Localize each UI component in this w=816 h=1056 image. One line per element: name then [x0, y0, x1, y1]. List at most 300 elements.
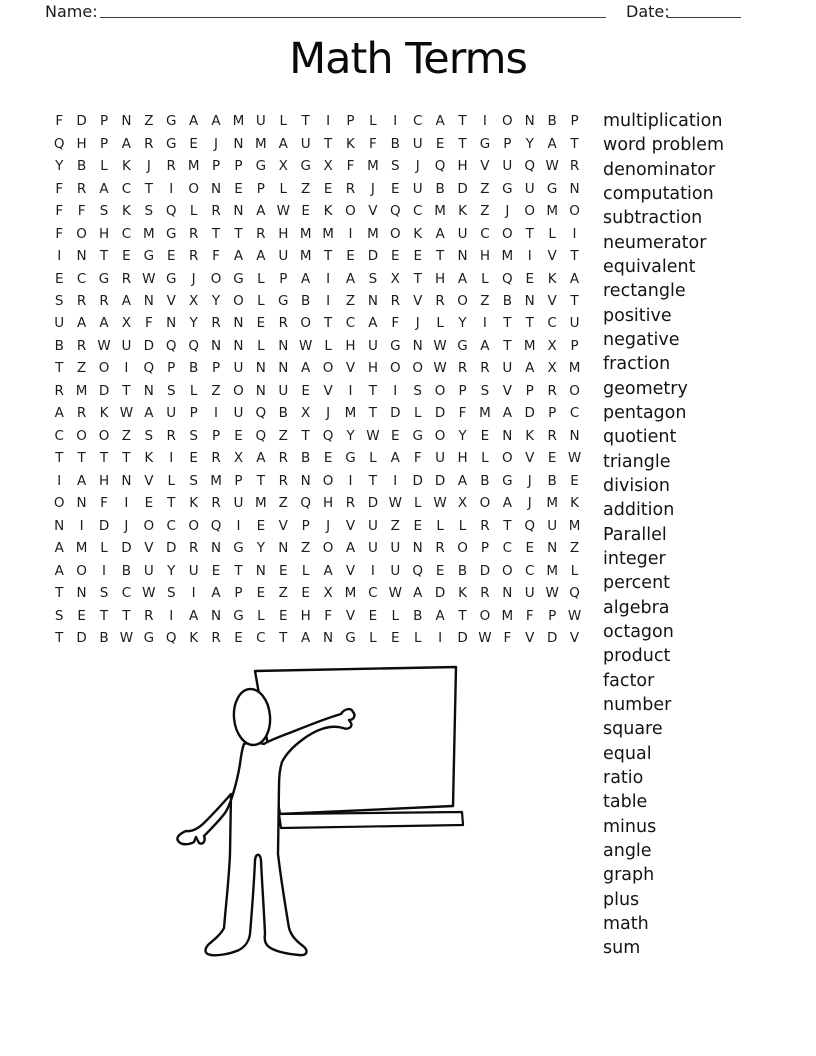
- word-list-item: ratio: [603, 767, 644, 788]
- grid-letter-r9c20: Z: [480, 292, 490, 309]
- grid-letter-r22c17: A: [413, 585, 423, 602]
- grid-letter-r23c4: T: [122, 607, 131, 624]
- grid-letter-r23c7: A: [189, 607, 199, 624]
- grid-letter-r8c21: Q: [502, 270, 513, 287]
- grid-letter-r22c7: I: [191, 585, 196, 602]
- grid-letter-r8c16: X: [390, 270, 400, 287]
- grid-letter-r7c22: I: [527, 248, 532, 265]
- grid-letter-r21c15: I: [370, 562, 375, 579]
- grid-letter-r15c4: Z: [121, 427, 132, 444]
- grid-letter-r9c4: A: [121, 292, 132, 309]
- grid-letter-r3c18: Q: [434, 158, 446, 175]
- grid-letter-r6c12: M: [299, 225, 312, 242]
- grid-letter-r11c5: D: [143, 337, 155, 354]
- word-list: [603, 109, 724, 960]
- grid-letter-r16c8: R: [211, 450, 221, 467]
- grid-letter-r14c3: K: [99, 405, 109, 422]
- grid-letter-r5c13: K: [323, 203, 333, 220]
- grid-letter-r15c6: R: [166, 427, 176, 444]
- grid-letter-r12c8: P: [211, 360, 221, 377]
- grid-letter-r3c8: P: [211, 158, 221, 175]
- grid-letter-r10c13: T: [323, 315, 333, 332]
- grid-letter-r9c15: N: [367, 292, 378, 309]
- grid-letter-r20c10: Y: [256, 540, 265, 557]
- grid-letter-r4c23: G: [546, 180, 558, 197]
- grid-letter-r23c19: T: [458, 607, 467, 624]
- grid-letter-r10c14: C: [345, 315, 356, 332]
- grid-letter-r5c20: Z: [480, 203, 490, 220]
- grid-letter-r21c12: L: [301, 562, 310, 579]
- grid-letter-r23c20: O: [479, 607, 491, 624]
- grid-letter-r14c4: W: [119, 405, 134, 422]
- grid-letter-r12c21: U: [502, 360, 513, 377]
- grid-letter-r24c1: T: [55, 630, 64, 647]
- grid-letter-r17c1: I: [57, 472, 62, 489]
- grid-letter-r23c12: H: [300, 607, 311, 624]
- grid-letter-r5c3: S: [99, 203, 109, 220]
- grid-letter-r21c23: M: [546, 562, 558, 579]
- grid-letter-r3c19: H: [457, 158, 468, 175]
- grid-letter-r16c7: E: [189, 450, 198, 467]
- word-list-item: square: [603, 719, 663, 740]
- grid-letter-r11c11: N: [278, 337, 289, 354]
- grid-letter-r8c5: W: [142, 270, 156, 287]
- grid-letter-r17c16: I: [393, 472, 398, 489]
- word-list-item: subtraction: [603, 208, 703, 229]
- grid-letter-r3c17: J: [415, 158, 420, 175]
- grid-letter-r21c6: Y: [167, 562, 176, 579]
- grid-letter-r18c15: D: [367, 495, 379, 512]
- grid-letter-r8c22: E: [525, 270, 534, 287]
- grid-letter-r16c3: T: [99, 450, 109, 467]
- grid-letter-r7c9: A: [233, 248, 244, 265]
- grid-letter-r9c21: B: [502, 292, 512, 309]
- grid-letter-r6c19: U: [457, 225, 468, 242]
- grid-letter-r14c10: Q: [255, 405, 267, 422]
- word-list-item: denominator: [603, 159, 716, 180]
- grid-letter-r20c18: R: [435, 540, 445, 557]
- grid-letter-r7c4: E: [122, 248, 131, 265]
- grid-letter-r12c20: R: [480, 360, 490, 377]
- grid-letter-r4c15: J: [370, 180, 375, 197]
- word-list-item: equivalent: [603, 256, 696, 277]
- grid-letter-r17c7: S: [189, 472, 198, 489]
- grid-letter-r18c4: I: [124, 495, 129, 512]
- grid-letter-r17c14: I: [348, 472, 353, 489]
- grid-letter-r19c11: V: [278, 517, 288, 534]
- grid-letter-r23c2: E: [77, 607, 86, 624]
- grid-letter-r5c2: F: [77, 203, 86, 220]
- grid-letter-r16c19: H: [457, 450, 468, 467]
- grid-letter-r12c3: O: [98, 360, 110, 377]
- grid-letter-r1c11: L: [279, 113, 288, 130]
- grid-letter-r6c18: A: [435, 225, 445, 242]
- grid-letter-r8c13: I: [326, 270, 331, 287]
- grid-letter-r23c13: F: [324, 607, 332, 624]
- grid-letter-r13c2: M: [75, 382, 88, 399]
- grid-letter-r22c3: S: [99, 585, 109, 602]
- grid-letter-r13c6: S: [166, 382, 176, 399]
- grid-letter-r16c13: E: [323, 450, 333, 467]
- grid-letter-r13c24: O: [569, 382, 580, 399]
- grid-letter-r6c11: H: [278, 225, 289, 242]
- grid-letter-r1c3: P: [99, 113, 109, 130]
- grid-letter-r20c13: O: [322, 540, 334, 557]
- word-list-item: percent: [603, 573, 671, 594]
- grid-letter-r19c13: J: [326, 517, 331, 534]
- grid-letter-r5c7: L: [189, 203, 198, 220]
- grid-letter-r10c17: J: [415, 315, 420, 332]
- grid-letter-r16c2: T: [77, 450, 86, 467]
- grid-letter-r3c6: R: [166, 158, 176, 175]
- grid-letter-r15c19: Y: [458, 427, 467, 444]
- grid-letter-r6c2: O: [76, 225, 87, 242]
- grid-letter-r24c23: D: [546, 630, 558, 647]
- grid-letter-r13c8: Z: [211, 382, 221, 399]
- grid-letter-r8c4: R: [121, 270, 132, 287]
- grid-letter-r14c17: L: [413, 405, 422, 422]
- grid-letter-r5c5: S: [144, 203, 154, 220]
- grid-letter-r12c14: V: [345, 360, 356, 377]
- grid-letter-r9c10: L: [257, 292, 265, 309]
- grid-letter-r24c6: Q: [165, 630, 177, 647]
- grid-letter-r20c12: Z: [301, 540, 311, 557]
- grid-letter-r14c19: F: [458, 405, 467, 422]
- grid-letter-r3c16: S: [391, 158, 400, 175]
- grid-letter-r17c11: R: [278, 472, 288, 489]
- word-list-item: rectangle: [603, 281, 686, 302]
- grid-letter-r10c20: I: [482, 315, 487, 332]
- grid-letter-r14c8: I: [214, 405, 219, 422]
- grid-letter-r7c24: T: [570, 248, 579, 265]
- grid-letter-r10c12: O: [300, 315, 311, 332]
- grid-letter-r15c23: R: [547, 427, 557, 444]
- grid-letter-r24c22: V: [525, 630, 535, 647]
- grid-letter-r24c16: E: [391, 630, 400, 647]
- grid-letter-r12c2: Z: [76, 360, 87, 377]
- grid-letter-r18c2: N: [76, 495, 87, 512]
- grid-letter-r8c3: G: [98, 270, 110, 287]
- grid-letter-r8c23: K: [547, 270, 557, 287]
- grid-letter-r20c22: E: [525, 540, 534, 557]
- grid-letter-r1c5: Z: [144, 113, 154, 130]
- grid-letter-r9c23: V: [547, 292, 557, 309]
- grid-letter-r14c7: P: [189, 405, 198, 422]
- grid-letter-r5c4: K: [121, 203, 131, 220]
- grid-letter-r1c1: F: [55, 113, 64, 130]
- grid-letter-r11c23: X: [547, 337, 557, 354]
- grid-letter-r20c4: D: [121, 540, 132, 557]
- word-list-item: computation: [603, 183, 714, 204]
- grid-letter-r3c12: G: [300, 158, 311, 175]
- word-list-item: algebra: [603, 597, 670, 618]
- grid-letter-r1c4: N: [121, 113, 132, 130]
- grid-letter-r20c16: U: [390, 540, 401, 557]
- grid-letter-r9c7: X: [189, 292, 199, 309]
- grid-letter-r20c14: A: [345, 540, 356, 557]
- grid-letter-r2c17: U: [412, 135, 423, 152]
- grid-letter-r6c13: M: [322, 225, 334, 242]
- grid-letter-r19c23: U: [547, 517, 558, 534]
- grid-letter-r17c20: B: [480, 472, 490, 489]
- grid-letter-r13c21: V: [502, 382, 512, 399]
- grid-letter-r2c16: B: [390, 135, 400, 152]
- grid-letter-r23c17: B: [413, 607, 423, 624]
- grid-letter-r1c23: B: [547, 113, 557, 130]
- grid-letter-r20c9: G: [233, 540, 244, 557]
- grid-letter-r3c7: M: [187, 158, 200, 175]
- grid-letter-r7c18: T: [435, 248, 445, 265]
- letter-grid: [48, 110, 586, 649]
- grid-letter-r2c6: G: [166, 135, 177, 152]
- grid-letter-r14c11: B: [278, 405, 288, 422]
- grid-letter-r24c19: D: [457, 630, 468, 647]
- grid-letter-r6c7: R: [188, 225, 199, 242]
- word-list-item: division: [603, 475, 670, 496]
- grid-letter-r21c22: C: [525, 562, 535, 579]
- grid-letter-r21c7: U: [188, 562, 199, 579]
- grid-letter-r15c3: O: [98, 427, 110, 444]
- grid-letter-r8c8: O: [210, 270, 222, 287]
- grid-letter-r24c17: L: [413, 630, 422, 647]
- grid-letter-r23c18: A: [435, 607, 445, 624]
- grid-letter-r15c2: O: [76, 427, 87, 444]
- grid-letter-r1c15: L: [369, 113, 377, 130]
- grid-letter-r14c23: P: [548, 405, 557, 422]
- grid-letter-r13c7: L: [189, 382, 198, 399]
- grid-letter-r18c9: U: [233, 495, 244, 512]
- grid-letter-r11c9: N: [233, 337, 244, 354]
- grid-letter-r8c11: P: [279, 270, 288, 287]
- grid-letter-r6c16: O: [389, 225, 401, 242]
- grid-letter-r1c12: T: [301, 113, 310, 130]
- grid-letter-r20c24: Z: [569, 540, 580, 557]
- grid-letter-r24c10: C: [256, 630, 266, 647]
- grid-letter-r1c2: D: [76, 113, 87, 130]
- grid-letter-r5c14: O: [345, 203, 356, 220]
- page-title: Math Terms: [289, 34, 527, 84]
- grid-letter-r17c2: A: [76, 472, 87, 489]
- grid-letter-r16c1: T: [55, 450, 64, 467]
- word-list-item: Parallel: [603, 524, 667, 545]
- grid-letter-r7c3: T: [99, 248, 109, 265]
- grid-letter-r10c18: L: [436, 315, 444, 332]
- grid-letter-r4c24: N: [569, 180, 580, 197]
- word-list-item: word problem: [603, 135, 724, 156]
- grid-letter-r9c13: I: [326, 292, 331, 309]
- grid-letter-r11c14: H: [345, 337, 356, 354]
- grid-letter-r2c15: F: [369, 135, 377, 152]
- grid-letter-r23c5: R: [144, 607, 154, 624]
- grid-letter-r17c12: N: [300, 472, 311, 489]
- grid-letter-r9c8: Y: [211, 292, 221, 309]
- grid-letter-r20c21: C: [502, 540, 513, 557]
- grid-letter-r20c11: N: [278, 540, 289, 557]
- grid-letter-r15c16: E: [391, 427, 400, 444]
- grid-letter-r10c19: Y: [458, 315, 467, 332]
- grid-letter-r4c13: E: [323, 180, 333, 197]
- grid-letter-r11c3: W: [97, 337, 111, 354]
- grid-letter-r9c19: O: [457, 292, 468, 309]
- grid-letter-r13c14: I: [348, 382, 353, 399]
- grid-letter-r3c2: B: [76, 158, 87, 175]
- grid-letter-r7c6: E: [166, 248, 176, 265]
- grid-letter-r1c19: T: [458, 113, 467, 130]
- grid-letter-r10c10: E: [256, 315, 266, 332]
- grid-letter-r18c18: W: [433, 495, 447, 512]
- name-fill-line: [100, 0, 606, 18]
- grid-letter-r18c22: J: [527, 495, 532, 512]
- grid-letter-r2c20: G: [479, 135, 491, 152]
- grid-letter-r3c5: J: [146, 158, 151, 175]
- grid-letter-r18c5: E: [144, 495, 154, 512]
- grid-letter-r24c11: T: [279, 630, 288, 647]
- word-list-item: quotient: [603, 427, 677, 448]
- grid-letter-r5c24: O: [569, 203, 580, 220]
- grid-letter-r14c2: R: [76, 405, 87, 422]
- grid-letter-r8c10: L: [257, 270, 265, 287]
- word-list-item: table: [603, 792, 648, 813]
- grid-letter-r3c3: L: [100, 158, 108, 175]
- word-list-item: graph: [603, 865, 655, 886]
- grid-letter-r5c15: V: [368, 203, 378, 220]
- grid-letter-r7c20: H: [479, 248, 490, 265]
- grid-letter-r15c22: K: [525, 427, 535, 444]
- grid-letter-r8c14: A: [345, 270, 356, 287]
- grid-letter-r5c22: O: [524, 203, 536, 220]
- grid-letter-r24c5: G: [143, 630, 155, 647]
- word-list-item: pentagon: [603, 402, 687, 423]
- grid-letter-r22c23: W: [545, 585, 559, 602]
- grid-letter-r22c14: M: [344, 585, 357, 602]
- grid-letter-r24c2: D: [76, 630, 87, 647]
- grid-letter-r4c2: R: [76, 180, 87, 197]
- grid-letter-r24c21: F: [503, 630, 512, 647]
- grid-letter-r3c23: W: [545, 158, 559, 175]
- grid-letter-r22c4: C: [121, 585, 132, 602]
- grid-letter-r12c10: N: [255, 360, 266, 377]
- grid-letter-r19c21: T: [503, 517, 512, 534]
- grid-letter-r10c1: U: [54, 315, 65, 332]
- grid-letter-r23c8: N: [210, 607, 222, 624]
- grid-letter-r24c9: E: [234, 630, 243, 647]
- grid-letter-r6c20: C: [480, 225, 490, 242]
- word-list-item: negative: [603, 329, 680, 350]
- grid-letter-r2c3: P: [99, 135, 109, 152]
- grid-letter-r17c6: L: [167, 472, 175, 489]
- grid-letter-r8c9: G: [233, 270, 244, 287]
- grid-letter-r21c2: O: [76, 562, 87, 579]
- grid-letter-r21c19: B: [457, 562, 468, 579]
- grid-letter-r4c10: P: [256, 180, 265, 197]
- grid-letter-r3c14: F: [346, 158, 355, 175]
- grid-letter-r3c1: Y: [55, 158, 64, 175]
- grid-letter-r3c20: V: [480, 158, 490, 175]
- grid-letter-r21c18: E: [435, 562, 445, 579]
- grid-letter-r12c4: I: [124, 360, 129, 377]
- grid-letter-r17c4: N: [121, 472, 132, 489]
- grid-letter-r13c20: S: [480, 382, 490, 399]
- grid-letter-r23c16: L: [391, 607, 400, 624]
- grid-letter-r9c12: B: [301, 292, 311, 309]
- grid-letter-r1c13: I: [326, 113, 331, 130]
- grid-letter-r18c17: L: [413, 495, 422, 512]
- grid-letter-r19c20: R: [480, 517, 490, 534]
- grid-letter-r21c17: Q: [412, 562, 424, 579]
- grid-letter-r2c23: A: [547, 135, 557, 152]
- grid-letter-r4c21: G: [502, 180, 513, 197]
- grid-letter-r6c1: F: [55, 225, 64, 242]
- grid-letter-r13c12: E: [301, 382, 310, 399]
- grid-letter-r1c20: I: [482, 113, 487, 130]
- grid-letter-r1c16: I: [393, 113, 398, 130]
- grid-letter-r13c18: O: [434, 382, 446, 399]
- grid-letter-r2c19: T: [458, 135, 467, 152]
- grid-letter-r16c24: W: [567, 450, 582, 467]
- grid-letter-r4c5: T: [144, 180, 153, 197]
- grid-letter-r7c7: R: [188, 248, 199, 265]
- grid-letter-r23c1: S: [54, 607, 64, 624]
- grid-letter-r15c15: W: [366, 427, 380, 444]
- grid-letter-r22c19: K: [458, 585, 467, 602]
- grid-letter-r5c9: N: [233, 203, 244, 220]
- grid-letter-r3c9: P: [234, 158, 243, 175]
- grid-letter-r3c15: M: [367, 158, 379, 175]
- grid-letter-r3c4: K: [121, 158, 131, 175]
- grid-letter-r11c7: Q: [188, 337, 199, 354]
- grid-letter-r21c14: V: [345, 562, 356, 579]
- grid-letter-r16c5: K: [144, 450, 154, 467]
- grid-letter-r15c9: E: [234, 427, 243, 444]
- grid-letter-r23c15: E: [368, 607, 378, 624]
- grid-letter-r1c9: M: [232, 113, 245, 130]
- grid-letter-r9c3: R: [99, 292, 109, 309]
- grid-letter-r7c2: N: [76, 248, 87, 265]
- date-label: Date:: [626, 2, 670, 21]
- grid-letter-r1c14: P: [346, 113, 355, 130]
- grid-letter-r6c8: T: [211, 225, 221, 242]
- grid-letter-r11c1: B: [54, 337, 64, 354]
- grid-letter-r19c24: M: [568, 517, 581, 534]
- grid-letter-r2c1: Q: [53, 135, 65, 152]
- grid-letter-r2c18: E: [435, 135, 445, 152]
- grid-letter-r2c12: U: [300, 135, 311, 152]
- grid-letter-r18c12: Q: [300, 495, 311, 512]
- grid-letter-r6c14: I: [348, 225, 353, 242]
- word-list-item: fraction: [603, 354, 671, 375]
- grid-letter-r1c8: A: [211, 113, 221, 130]
- grid-letter-r6c17: K: [413, 225, 423, 242]
- grid-letter-r5c12: E: [301, 203, 310, 220]
- grid-letter-r18c16: W: [388, 495, 402, 512]
- grid-letter-r10c6: N: [166, 315, 177, 332]
- grid-letter-r13c19: P: [458, 382, 467, 399]
- grid-letter-r19c22: Q: [524, 517, 536, 534]
- grid-letter-r8c15: S: [368, 270, 378, 287]
- grid-letter-r16c14: G: [345, 450, 356, 467]
- grid-letter-r14c12: X: [301, 405, 311, 422]
- grid-letter-r12c12: A: [301, 360, 311, 377]
- grid-letter-r12c5: Q: [143, 360, 155, 377]
- grid-letter-r22c6: S: [166, 585, 176, 602]
- grid-letter-r9c2: R: [76, 292, 87, 309]
- grid-letter-r9c22: N: [524, 292, 535, 309]
- grid-letter-r12c13: O: [322, 360, 334, 377]
- grid-letter-r8c24: A: [569, 270, 580, 287]
- grid-letter-r2c2: H: [76, 135, 87, 152]
- grid-letter-r1c22: N: [524, 113, 535, 130]
- grid-letter-r16c22: V: [525, 450, 535, 467]
